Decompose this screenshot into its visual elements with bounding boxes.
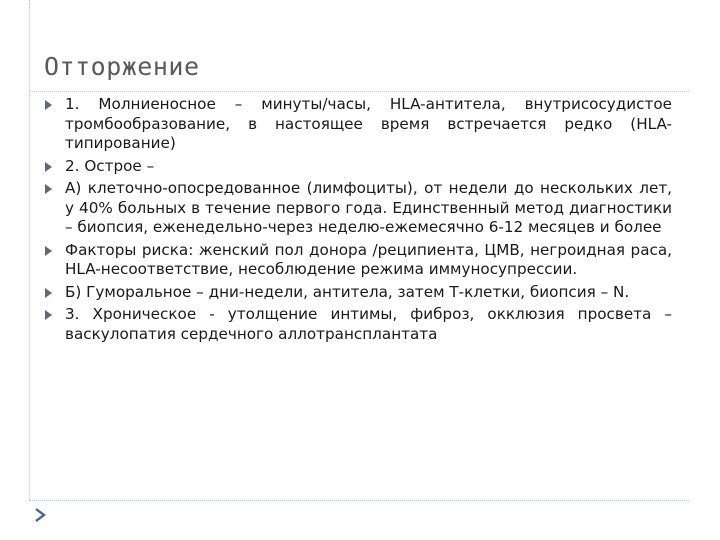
bullet-text: 1. Молниеносное – минуты/часы, HLA-антитела, внутрисосудистое тромбообразование, в настоящее время встречается редко (HLA-типирование) (65, 95, 672, 152)
triangle-bullet-icon (45, 288, 52, 298)
triangle-bullet-icon (45, 310, 52, 320)
bullet-item (44, 305, 672, 344)
footer-divider (29, 500, 689, 501)
bullet-item (44, 157, 672, 177)
triangle-bullet-icon (45, 246, 52, 256)
title-divider (29, 91, 689, 92)
slide-nav-icon[interactable] (33, 507, 47, 523)
triangle-bullet-icon (45, 184, 52, 194)
bullet-text: 3. Хроническое - утолщение интимы, фиброз, окклюзия просвета – васкулопатия сердечного аллотрансплантата (65, 305, 672, 343)
bullet-text: 2. Острое – (65, 156, 155, 175)
bullet-text: Б) Гуморальное – дни-недели, антитела, затем Т-клетки, биопсия – N. (65, 282, 630, 301)
left-guide-line (29, 0, 30, 500)
bullet-item (44, 283, 672, 303)
bullet-item (44, 241, 672, 280)
triangle-bullet-icon (45, 162, 52, 172)
bullet-text: Факторы риска: женский пол донора /реципиента, ЦМВ, негроидная раса, HLA-несоответствие, несоблюдение режима иммуносупрессии. (65, 240, 672, 278)
bullet-text: А) клеточно-опосредованное (лимфоциты), от недели до нескольких лет, у 40% больных в течение первого года. Единственный метод диагностики – биопсия, еженедельно-через неделю-ежемесячно 6-12 месяцев и более (65, 179, 672, 236)
bullet-list (44, 95, 672, 347)
triangle-bullet-icon (45, 100, 52, 110)
slide-title: Отторжение (44, 52, 200, 81)
bullet-item (44, 179, 672, 238)
bullet-item (44, 95, 672, 154)
